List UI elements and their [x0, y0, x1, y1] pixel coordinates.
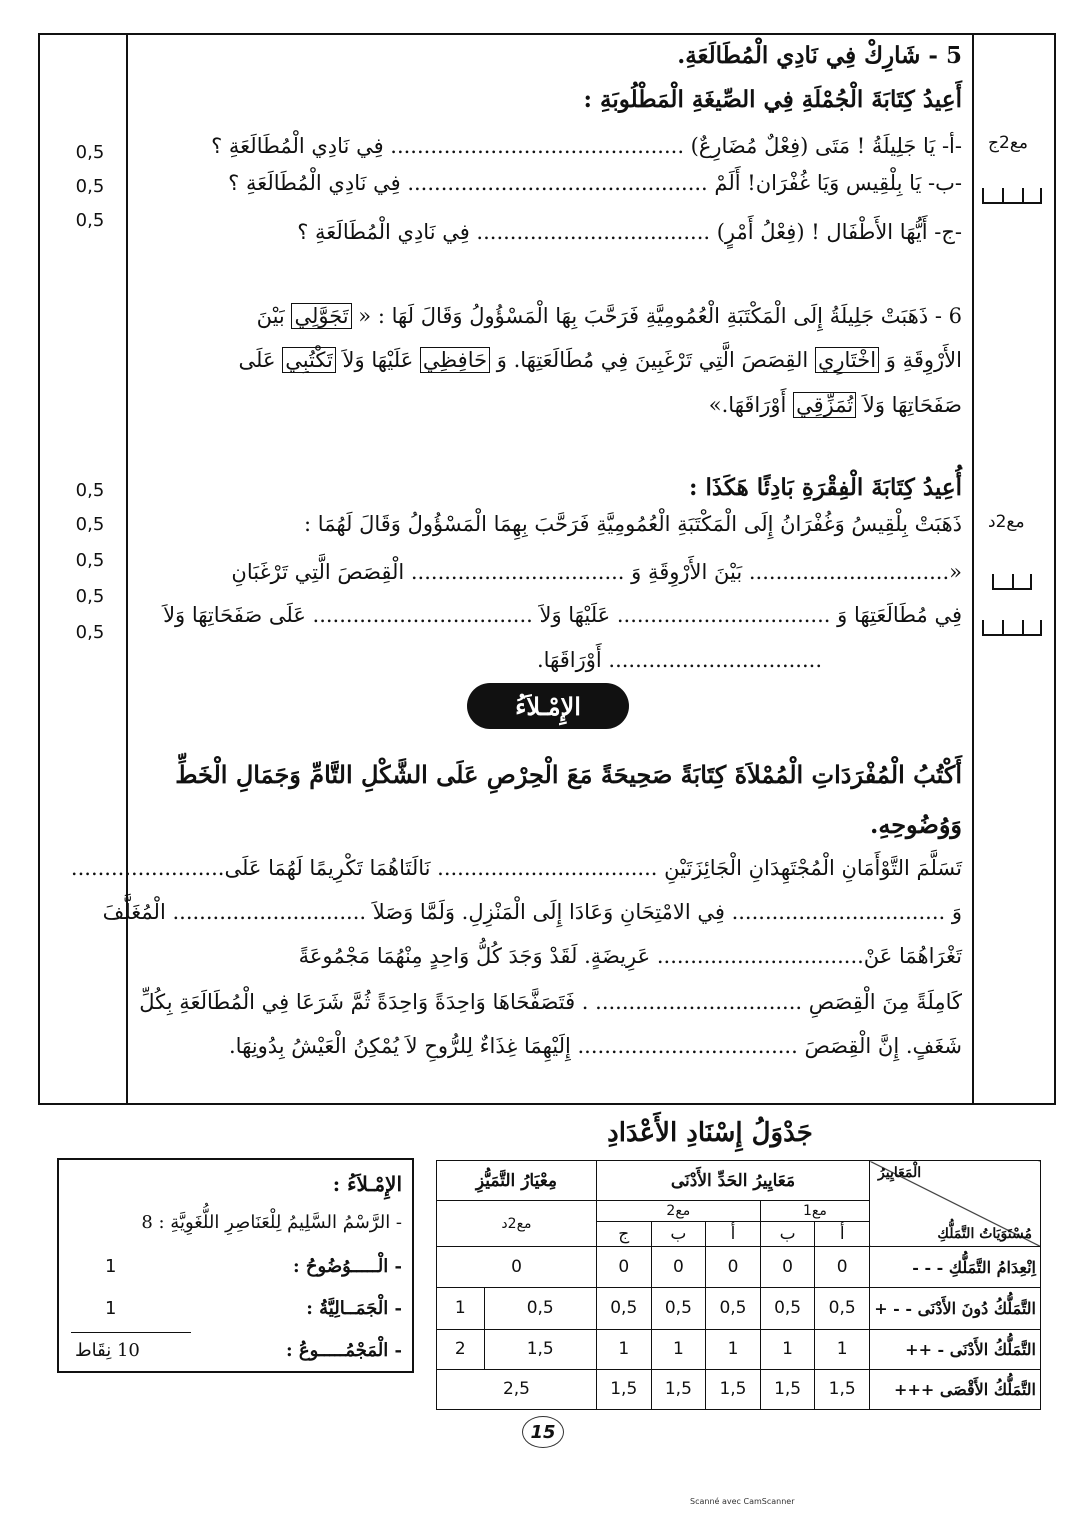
q6-text-2d: عَلَى: [238, 348, 276, 372]
grading-table-title: جَدْوَلُ إِسْنَادِ الأَعْدَادِ: [607, 1118, 813, 1148]
sub-b1: ب: [760, 1222, 815, 1247]
cell: 1: [760, 1329, 815, 1369]
cell: 0,5: [651, 1287, 706, 1329]
dictation-box-value-3: 1: [105, 1298, 117, 1319]
q6-text-1a: 6 - ذَهَبَتْ جَلِيلَةُ إِلَى الْمَكْتَبَةِ الْعُمُومِيَّةِ فَرَحَّبَ بِهَا الْمَسْؤُولُ وَقَالَ لَهَا : «: [358, 304, 962, 328]
q5-criterion-code: مع2ج: [988, 133, 1028, 153]
dictation-instruction-1: أَكْتُبُ الْمُفْرَدَاتِ الْمُمْلاَةَ كِتَابَةً صَحِيحَةً مَعَ الْحِرْصِ عَلَى الشَّكْلِ التَّامِّ وَجَمَالِ الْخَطِّ: [175, 760, 962, 789]
cell: 1,5: [760, 1369, 815, 1409]
cell: 0: [437, 1247, 597, 1287]
cell: 0,5: [815, 1287, 870, 1329]
score-column-divider: [126, 33, 128, 1105]
cell: 1,5: [651, 1369, 706, 1409]
row-label: التَّمَلُّكُ الأَدْنَى - ++: [870, 1329, 1041, 1369]
q5-score-a: 0,5: [75, 142, 105, 163]
dictation-box-value-4: 10 نِقَاط: [75, 1340, 140, 1361]
q6-boxed-tajawwali: تَجَوَّلِي: [291, 303, 351, 329]
dictation-line-3[interactable]: تَغْرَاهُمَا عَنْ............................... عَرِيضَةٍ. لَقَدْ وَجَدَ كُلُّ وَاحِدٍ مِنْهُمَا مَجْمُوعَةً: [298, 944, 962, 968]
cell: 0: [596, 1247, 651, 1287]
cell: 0,5: [596, 1287, 651, 1329]
q6-rewrite-line-2[interactable]: «.............................. بَيْنَ الأَرْوِقَةِ وَ ................................ الْقِصَصَ الَّتِي تَرْغَبَانِ: [231, 560, 962, 584]
cell: 0: [815, 1247, 870, 1287]
cell: 1: [706, 1329, 761, 1369]
group-ma2: مع2: [596, 1201, 760, 1222]
cell: 1,5: [484, 1329, 596, 1369]
q6-score-3: 0,5: [75, 550, 105, 571]
q6-boxed-tumazziqi: تُمَزِّقِي: [793, 392, 856, 418]
q6-instruction: أُعِيدُ كِتَابَةَ الْفِقْرَةِ بَادِئًا هَكَذَا :: [688, 474, 962, 501]
q6-text-1b: بَيْنَ: [256, 304, 285, 328]
q6-boxed-taktubi: تَكْتُبِي: [282, 347, 336, 373]
cell: 1,5: [815, 1369, 870, 1409]
q6-score-4: 0,5: [75, 586, 105, 607]
row-label: التَّمَلُّكُ دُونَ الأَدْنَى - - +: [870, 1287, 1041, 1329]
q5-item-b[interactable]: -ب- يَا بِلْقِيس وَيَا غُفْرَان! أَلَمْ ............................................. فِي نَادِي الْمُطَالَعَةِ ؟: [228, 171, 962, 195]
page-number: 15: [522, 1416, 564, 1448]
table-row: [437, 1247, 1041, 1287]
total-divider: [71, 1332, 191, 1333]
cell: 2: [437, 1329, 485, 1369]
dictation-box-row-1: - الرَّسْمُ السَّلِيمُ لِلْعَنَاصِرِ اللُّغَوِيَّةِ : 8: [141, 1212, 402, 1233]
q6-text-3b: أَوْرَاقَهَا.»: [708, 393, 787, 417]
dictation-box-value-2: 1: [105, 1256, 117, 1277]
group-ma2d: مع2د: [437, 1201, 597, 1247]
q6-score-5: 0,5: [75, 622, 105, 643]
q6-rewrite-line-3[interactable]: فِي مُطَالَعَتِهَا وَ ................................ عَلَيْهَا وَلاَ ................................. عَلَى صَفَحَاتِهَا وَلاَ: [163, 603, 962, 627]
sub-b2: ب: [651, 1222, 706, 1247]
q6-grade-boxes-b: [982, 620, 1042, 636]
q6-criterion-code: مع2د: [988, 512, 1025, 532]
q6-line-3: [709, 385, 962, 425]
q6-boxed-hafidhi: حَافِظِي: [420, 347, 490, 373]
grading-table-corner: [870, 1161, 1041, 1247]
q5-instruction: أَعِيدُ كِتَابَةَ الْجُمْلَةِ فِي الصِّيغَةِ الْمَطْلُوبَةِ :: [583, 86, 962, 113]
cell: 0: [651, 1247, 706, 1287]
q6-rewrite-line-4[interactable]: ................................ أَوْرَاقَهَا.: [536, 648, 822, 672]
scanner-watermark: Scanné avec CamScanner: [690, 1497, 795, 1506]
cell: 0,5: [706, 1287, 761, 1329]
q6-text-2a: الأَرْوِقَةِ وَ: [885, 348, 962, 372]
dictation-box-row-3: - الْجَمَــالِيَّةُ :: [306, 1298, 402, 1319]
q5-score-c: 0,5: [75, 210, 105, 231]
group-ma1: مع1: [760, 1201, 869, 1222]
q6-score-1: 0,5: [75, 480, 105, 501]
corner-levels-label: مُسْتَوَيَاتُ التَّمَلُّكِ: [937, 1226, 1032, 1243]
q5-item-c[interactable]: -ج- أَيُّهَا الأَطْفَال ! (فِعْلُ أَمْرٍ) ................................... فِي نَادِي الْمُطَالَعَةِ ؟: [297, 220, 962, 244]
excellence-header: مِعْيَارُ التَّمَيُّزِ: [437, 1161, 597, 1201]
corner-criteria-label: الْمَعَايِيرُ: [878, 1165, 922, 1181]
q6-line-1: [257, 296, 962, 336]
row-label: اِنْعِدَامُ التَّمَلُّكِ - - -: [870, 1247, 1041, 1287]
sub-a1: أ: [815, 1222, 870, 1247]
cell: 1: [437, 1287, 485, 1329]
cell: 1: [596, 1329, 651, 1369]
table-row: [437, 1287, 1041, 1329]
q6-text-3a: صَفَحَاتِهَا وَلاَ: [862, 393, 962, 417]
cell: 0: [760, 1247, 815, 1287]
table-row: [437, 1369, 1041, 1409]
cell: 2,5: [437, 1369, 597, 1409]
cell: 1,5: [706, 1369, 761, 1409]
q6-text-2c: عَلَيْهَا وَلاَ: [342, 348, 414, 372]
cell: 1,5: [596, 1369, 651, 1409]
q6-grade-boxes-a: [992, 574, 1032, 590]
sub-a2: أ: [706, 1222, 761, 1247]
table-row: [437, 1329, 1041, 1369]
q5-score-b: 0,5: [75, 176, 105, 197]
cell: 0,5: [760, 1287, 815, 1329]
grading-table: [436, 1160, 1041, 1410]
cell: 1: [651, 1329, 706, 1369]
row-label: التَّمَلُّكُ الأَقْصَى +++: [870, 1369, 1041, 1409]
q5-title: 5 - شَارِكْ فِي نَادِي الْمُطَالَعَةِ.: [677, 42, 962, 69]
dictation-banner: الإِمْـلاَءُ: [467, 683, 629, 729]
criteria-column-divider: [972, 33, 974, 1105]
min-criteria-header: مَعَايِيرُ الحَدِّ الأَدْنَى: [596, 1161, 869, 1201]
dictation-line-5[interactable]: شَغَفٍ. إِنَّ الْقِصَصَ ................................. إِلَيْهِمَا غِذَاءٌ لِلرُّوحِ لاَ يُمْكِنُ الْعَيْشُ بِدُونِهَا.: [229, 1034, 962, 1058]
dictation-line-2[interactable]: وَ ................................ فِي الامْتِحَانِ وَعَادَا إِلَى الْمَنْزِلِ. وَلَمَّا وَصَلاَ ............................. الْمُغَلَّفَ: [102, 900, 962, 924]
q6-text-2b: القِصَصَ الَّتِي تَرْغَبِينَ فِي مُطَالَعَتِهَا. وَ: [496, 348, 809, 372]
q6-boxed-ikhtari: اخْتَارِي: [815, 347, 879, 373]
cell: 0: [706, 1247, 761, 1287]
q6-score-2: 0,5: [75, 514, 105, 535]
sub-c2: ج: [596, 1222, 651, 1247]
cell: 0,5: [484, 1287, 596, 1329]
q5-item-a[interactable]: -أ- يَا جَلِيلَةُ ! مَتَى (فِعْلٌ مُضَارِعٌ) ............................................ فِي نَادِي الْمُطَالَعَةِ ؟: [211, 134, 962, 158]
q5-grade-boxes: [982, 188, 1042, 204]
dictation-line-1[interactable]: تَسَلَّمَ التَّوْأَمَانِ الْمُجْتَهِدَانِ الْجَائِزَتَيْنِ ................................. نَالَتَاهُمَا تَكْرِيمًا لَهُمَا عَلَى.......................: [70, 856, 962, 880]
q6-rewrite-line-1[interactable]: ذَهَبَتْ بِلْقِيسُ وَغُفْرَانُ إِلَى الْمَكْتَبَةِ الْعُمُومِيَّةِ فَرَحَّبَ بِهِمَا الْمَسْؤُولُ وَقَالَ لَهُمَا :: [304, 512, 962, 536]
dictation-instruction-2: وَوُضُوحِهِ.: [869, 810, 962, 839]
dictation-score-box: [57, 1158, 414, 1373]
dictation-box-row-2: - الْـــــوُضُوحُ :: [292, 1256, 402, 1277]
dictation-line-4[interactable]: كَامِلَةً مِنَ الْقِصَصِ ............................... . فَتَصَفَّحَاهَا وَاحِدَةً وَاحِدَةً ثُمَّ شَرَعَا فِي الْمُطَالَعَةِ بِكُلِّ: [139, 990, 962, 1014]
dictation-box-row-4: - الْمَجْمُـــــوعُ :: [286, 1340, 402, 1361]
dictation-box-title: الإِمْـلاَءُ :: [332, 1172, 402, 1196]
q6-line-2: [239, 340, 962, 380]
cell: 1: [815, 1329, 870, 1369]
